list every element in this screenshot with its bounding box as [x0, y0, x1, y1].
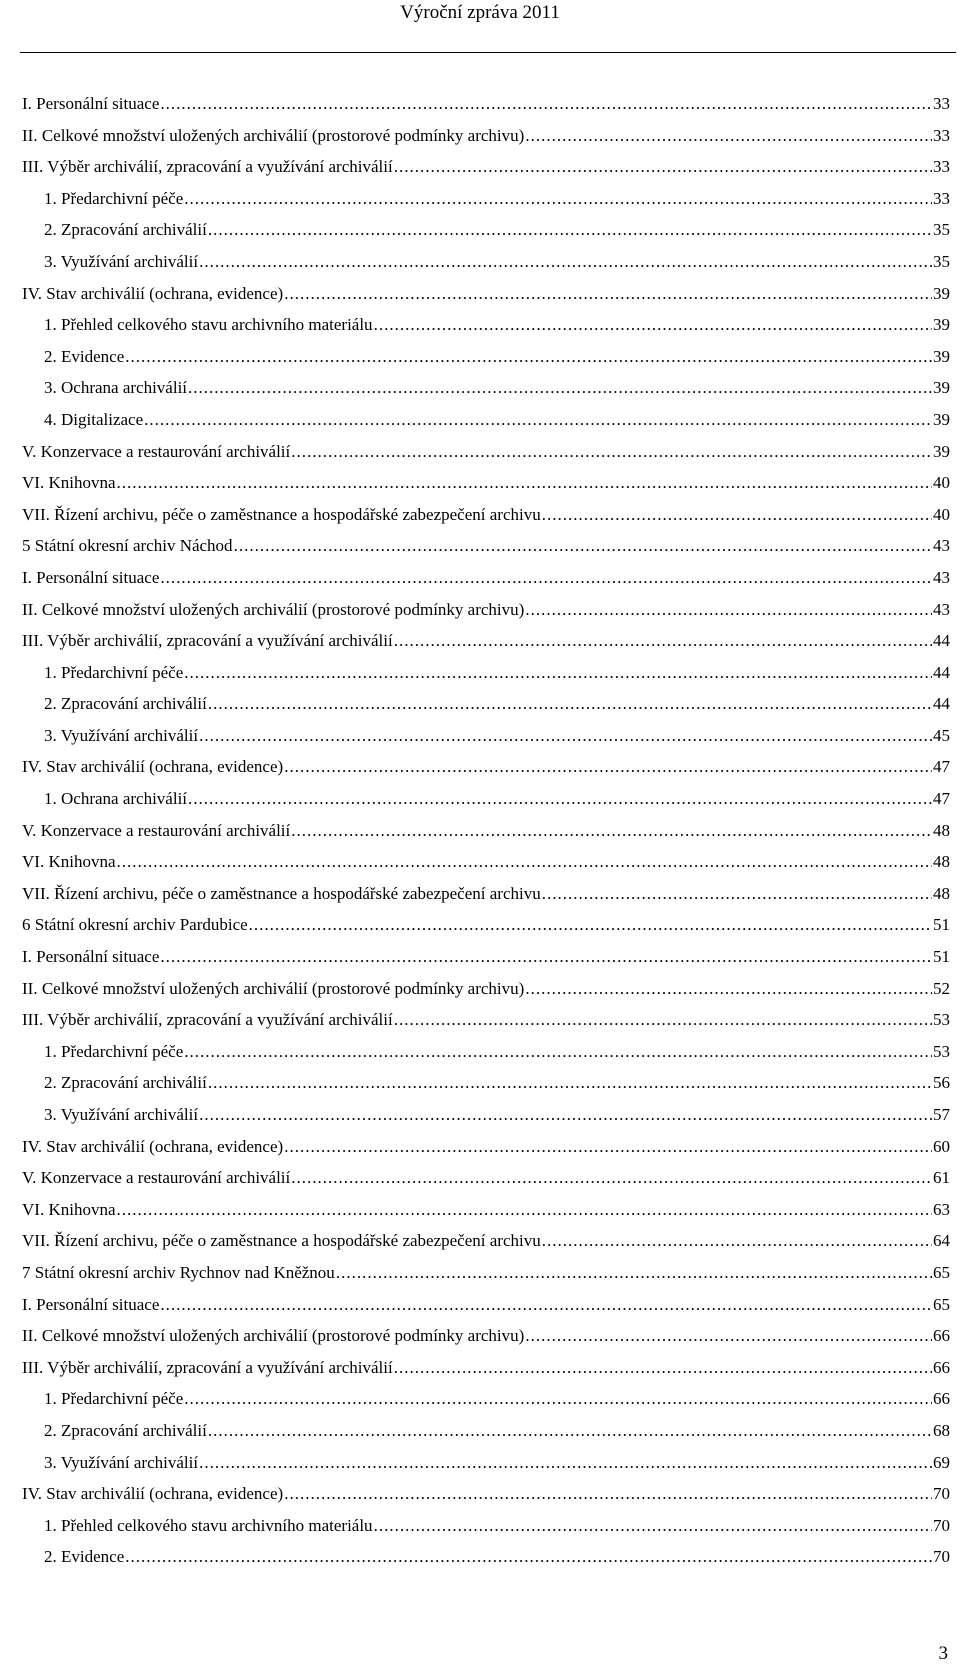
dot-leader	[125, 1546, 932, 1568]
toc-entry[interactable]	[22, 978, 950, 1010]
dot-leader	[374, 1515, 932, 1537]
toc-entry-title: 1. Předarchivní péče	[44, 1041, 184, 1061]
toc-entry-page-number: 43	[933, 599, 950, 619]
toc-entry-page-number: 39	[933, 315, 950, 335]
toc-entry-title: IV. Stav archiválií (ochrana, evidence)	[22, 1484, 284, 1504]
toc-entry-title: 3. Ochrana archiválií	[44, 378, 188, 398]
dot-leader	[125, 346, 932, 368]
toc-entry-page-number: 44	[933, 694, 950, 714]
toc-entry[interactable]	[22, 283, 950, 315]
toc-entry-title: II. Celkové množství uložených archiválií (prostorové podmínky archivu)	[22, 599, 525, 619]
toc-entry[interactable]	[22, 1294, 950, 1326]
dot-leader	[284, 1483, 932, 1505]
dot-leader	[208, 1420, 932, 1442]
toc-entry-title: 1. Předarchivní péče	[44, 1389, 184, 1409]
toc-entry-title: 7 Státní okresní archiv Rychnov nad Kněžnou	[22, 1262, 335, 1282]
toc-entry-page-number: 66	[933, 1326, 950, 1346]
dot-leader	[199, 251, 932, 273]
toc-entry-page-number: 66	[933, 1389, 950, 1409]
toc-entry-page-number: 65	[933, 1262, 950, 1282]
page-number: 3	[938, 1643, 948, 1664]
toc-entry[interactable]	[22, 1104, 950, 1136]
toc-entry[interactable]	[22, 219, 950, 251]
toc-entry-page-number: 39	[933, 441, 950, 461]
toc-entry[interactable]	[22, 788, 950, 820]
toc-entry-page-number: 35	[933, 220, 950, 240]
toc-entry[interactable]	[22, 472, 950, 504]
toc-entry[interactable]	[22, 756, 950, 788]
toc-entry-page-number: 57	[933, 1105, 950, 1124]
dot-leader	[542, 504, 932, 526]
toc-entry-title: 1. Přehled celkového stavu archivního materiálu	[44, 1515, 373, 1535]
toc-entry-page-number: 70	[933, 1547, 950, 1567]
toc-entry-title: VII. Řízení archivu, péče o zaměstnance a hospodářské zabezpečení archivu	[22, 504, 541, 524]
dot-leader	[208, 693, 932, 715]
toc-entry-title: III. Výběr archiválií, zpracování a využívání archiválií	[22, 631, 393, 651]
toc-entry[interactable]	[22, 630, 950, 662]
toc-entry[interactable]	[22, 1515, 950, 1547]
toc-entry[interactable]	[22, 567, 950, 599]
dot-leader	[291, 820, 932, 842]
toc-entry-page-number: 53	[933, 1041, 950, 1061]
toc-entry-title: 1. Předarchivní péče	[44, 662, 184, 682]
toc-entry-page-number: 68	[933, 1420, 950, 1440]
toc-entry[interactable]	[22, 314, 950, 346]
toc-entry[interactable]	[22, 504, 950, 536]
toc-entry-page-number: 65	[933, 1294, 950, 1314]
dot-leader	[394, 156, 932, 178]
toc-entry-title: 2. Zpracování archiválií	[44, 1073, 207, 1093]
toc-entry-page-number: 39	[933, 283, 950, 303]
toc-entry-title: 1. Přehled celkového stavu archivního materiálu	[44, 315, 373, 335]
dot-leader	[374, 314, 932, 336]
toc-entry-page-number: 70	[933, 1484, 950, 1504]
toc-entry-page-number: 63	[933, 1199, 950, 1219]
toc-entry-page-number: 39	[933, 378, 950, 398]
dot-leader	[160, 946, 932, 968]
dot-leader	[525, 1325, 932, 1347]
toc-entry-page-number: 66	[933, 1357, 950, 1377]
dot-leader	[542, 1230, 932, 1252]
toc-entry-title: V. Konzervace a restaurování archiválií	[22, 1168, 291, 1188]
toc-entry-page-number: 64	[933, 1231, 950, 1251]
dot-leader	[184, 1041, 932, 1063]
toc-entry-title: VII. Řízení archivu, péče o zaměstnance a hospodářské zabezpečení archivu	[22, 883, 541, 903]
toc-entry-page-number: 39	[933, 346, 950, 366]
toc-entry-page-number: 39	[933, 409, 950, 429]
toc-entry-title: III. Výběr archiválií, zpracování a využívání archiválií	[22, 1010, 393, 1030]
toc-entry-page-number: 60	[933, 1136, 950, 1156]
toc-entry-title: 6 Státní okresní archiv Pardubice	[22, 915, 248, 935]
toc-entry-page-number: 48	[933, 820, 950, 840]
toc-entry-title: IV. Stav archiválií (ochrana, evidence)	[22, 1136, 284, 1156]
toc-entry-page-number: 56	[933, 1073, 950, 1093]
toc-entry-page-number: 61	[933, 1168, 950, 1188]
toc-entry-title: 2. Zpracování archiválií	[44, 694, 207, 714]
dot-leader	[184, 1388, 932, 1410]
dot-leader	[336, 1262, 932, 1284]
toc-entry-page-number: 52	[933, 978, 950, 998]
dot-leader	[525, 978, 932, 1000]
toc-entry-title: 1. Ochrana archiválií	[44, 789, 188, 809]
dot-leader	[188, 788, 932, 810]
toc-entry[interactable]	[22, 1546, 950, 1578]
toc-entry-page-number: 44	[933, 662, 950, 682]
toc-entry-title: I. Personální situace	[22, 94, 160, 113]
toc-entry-title: VI. Knihovna	[22, 473, 116, 493]
toc-entry[interactable]	[22, 1072, 950, 1104]
toc-entry-page-number: 33	[933, 188, 950, 208]
dot-leader	[160, 567, 932, 589]
toc-entry[interactable]	[22, 93, 950, 125]
toc-entry[interactable]	[22, 693, 950, 725]
toc-entry-title: I. Personální situace	[22, 1294, 160, 1314]
toc-entry-title: 4. Digitalizace	[44, 409, 144, 429]
toc-entry-title: 3. Využívání archiválií	[44, 1105, 199, 1124]
toc-entry[interactable]	[22, 1452, 950, 1484]
toc-entry-page-number: 48	[933, 883, 950, 903]
dot-leader	[160, 93, 932, 115]
dot-leader	[291, 441, 932, 463]
toc-entry-page-number: 51	[933, 947, 950, 967]
toc-entry-title: I. Personální situace	[22, 947, 160, 967]
dot-leader	[284, 756, 932, 778]
toc-entry-page-number: 47	[933, 789, 950, 809]
toc-entry-title: II. Celkové množství uložených archiválií (prostorové podmínky archivu)	[22, 1326, 525, 1346]
toc-entry[interactable]	[22, 1136, 950, 1168]
toc-entry[interactable]	[22, 377, 950, 409]
dot-leader	[525, 125, 932, 147]
toc-entry-title: III. Výběr archiválií, zpracování a využívání archiválií	[22, 157, 393, 177]
toc-entry-page-number: 47	[933, 757, 950, 777]
dot-leader	[394, 1357, 932, 1379]
toc-entry[interactable]	[22, 1483, 950, 1515]
header-divider	[20, 52, 956, 53]
toc-entry[interactable]	[22, 156, 950, 188]
toc-entry-page-number: 69	[933, 1452, 950, 1472]
toc-entry-title: VII. Řízení archivu, péče o zaměstnance a hospodářské zabezpečení archivu	[22, 1231, 541, 1251]
toc-entry[interactable]	[22, 1041, 950, 1073]
toc-entry[interactable]	[22, 125, 950, 157]
dot-leader	[284, 283, 932, 305]
toc-entry[interactable]	[22, 1262, 950, 1294]
toc-entry[interactable]	[22, 1167, 950, 1199]
toc-entry[interactable]	[22, 1009, 950, 1041]
page-header: Výroční zpráva 2011	[400, 2, 560, 23]
toc-entry-title: 3. Využívání archiválií	[44, 1452, 199, 1472]
toc-entry-title: 5 Státní okresní archiv Náchod	[22, 536, 233, 556]
toc-entry-page-number: 35	[933, 251, 950, 271]
toc-entry-page-number: 33	[933, 94, 950, 113]
toc-entry[interactable]	[22, 1388, 950, 1420]
dot-leader	[144, 409, 932, 431]
toc-entry-page-number: 43	[933, 567, 950, 587]
toc-entry-page-number: 48	[933, 852, 950, 872]
toc-entry[interactable]	[22, 662, 950, 694]
toc-entry[interactable]	[22, 1325, 950, 1357]
dot-leader	[199, 1104, 932, 1126]
toc-entry-title: II. Celkové množství uložených archiválií (prostorové podmínky archivu)	[22, 125, 525, 145]
dot-leader	[542, 883, 932, 905]
toc-entry-page-number: 51	[933, 915, 950, 935]
toc-entry-page-number: 45	[933, 725, 950, 745]
toc-entry[interactable]	[22, 1420, 950, 1452]
toc-entry-title: I. Personální situace	[22, 567, 160, 587]
dot-leader	[188, 377, 932, 399]
dot-leader	[291, 1167, 932, 1189]
dot-leader	[394, 1009, 932, 1031]
dot-leader	[234, 535, 932, 557]
toc-entry-page-number: 44	[933, 631, 950, 651]
toc-entry[interactable]	[22, 599, 950, 631]
toc-entry-page-number: 33	[933, 157, 950, 177]
toc-entry[interactable]	[22, 251, 950, 283]
dot-leader	[394, 630, 932, 652]
toc-entry-title: IV. Stav archiválií (ochrana, evidence)	[22, 283, 284, 303]
toc-entry-title: 2. Zpracování archiválií	[44, 1420, 207, 1440]
toc-entry[interactable]	[22, 946, 950, 978]
dot-leader	[116, 851, 932, 873]
toc-entry[interactable]	[22, 851, 950, 883]
dot-leader	[525, 599, 932, 621]
toc-entry-title: 2. Zpracování archiválií	[44, 220, 207, 240]
toc-entry-title: V. Konzervace a restaurování archiválií	[22, 441, 291, 461]
toc-entry[interactable]	[22, 409, 950, 441]
dot-leader	[184, 188, 932, 210]
dot-leader	[199, 725, 932, 747]
toc-entry[interactable]	[22, 441, 950, 473]
toc-entry[interactable]	[22, 883, 950, 915]
toc-entry-title: 3. Využívání archiválií	[44, 725, 199, 745]
toc-entry[interactable]	[22, 188, 950, 220]
dot-leader	[116, 1199, 932, 1221]
toc-entry-page-number: 70	[933, 1515, 950, 1535]
toc-entry[interactable]	[22, 914, 950, 946]
toc-entry-page-number: 33	[933, 125, 950, 145]
toc-entry[interactable]	[22, 346, 950, 378]
toc-entry-page-number: 53	[933, 1010, 950, 1030]
dot-leader	[184, 662, 932, 684]
dot-leader	[160, 1294, 932, 1316]
toc-entry-title: IV. Stav archiválií (ochrana, evidence)	[22, 757, 284, 777]
toc-entry[interactable]	[22, 1357, 950, 1389]
toc-entry[interactable]	[22, 725, 950, 757]
toc-entry[interactable]	[22, 820, 950, 852]
dot-leader	[249, 914, 932, 936]
toc-entry[interactable]	[22, 535, 950, 567]
dot-leader	[199, 1452, 932, 1474]
toc-entry-page-number: 40	[933, 504, 950, 524]
toc-entry-title: VI. Knihovna	[22, 1199, 116, 1219]
toc-entry-title: 2. Evidence	[44, 346, 125, 366]
toc-entry[interactable]	[22, 1199, 950, 1231]
toc-entry-title: III. Výběr archiválií, zpracování a využívání archiválií	[22, 1357, 393, 1377]
table-of-contents	[22, 93, 950, 1578]
toc-entry-title: II. Celkové množství uložených archiválií (prostorové podmínky archivu)	[22, 978, 525, 998]
toc-entry-title: 3. Využívání archiválií	[44, 251, 199, 271]
toc-entry-page-number: 40	[933, 473, 950, 493]
toc-entry-title: 2. Evidence	[44, 1547, 125, 1567]
toc-entry-page-number: 43	[933, 536, 950, 556]
toc-entry-title: V. Konzervace a restaurování archiválií	[22, 820, 291, 840]
dot-leader	[116, 472, 932, 494]
dot-leader	[284, 1136, 932, 1158]
toc-entry-title: 1. Předarchivní péče	[44, 188, 184, 208]
toc-entry[interactable]	[22, 1230, 950, 1262]
dot-leader	[208, 219, 932, 241]
dot-leader	[208, 1072, 932, 1094]
toc-entry-title: VI. Knihovna	[22, 852, 116, 872]
